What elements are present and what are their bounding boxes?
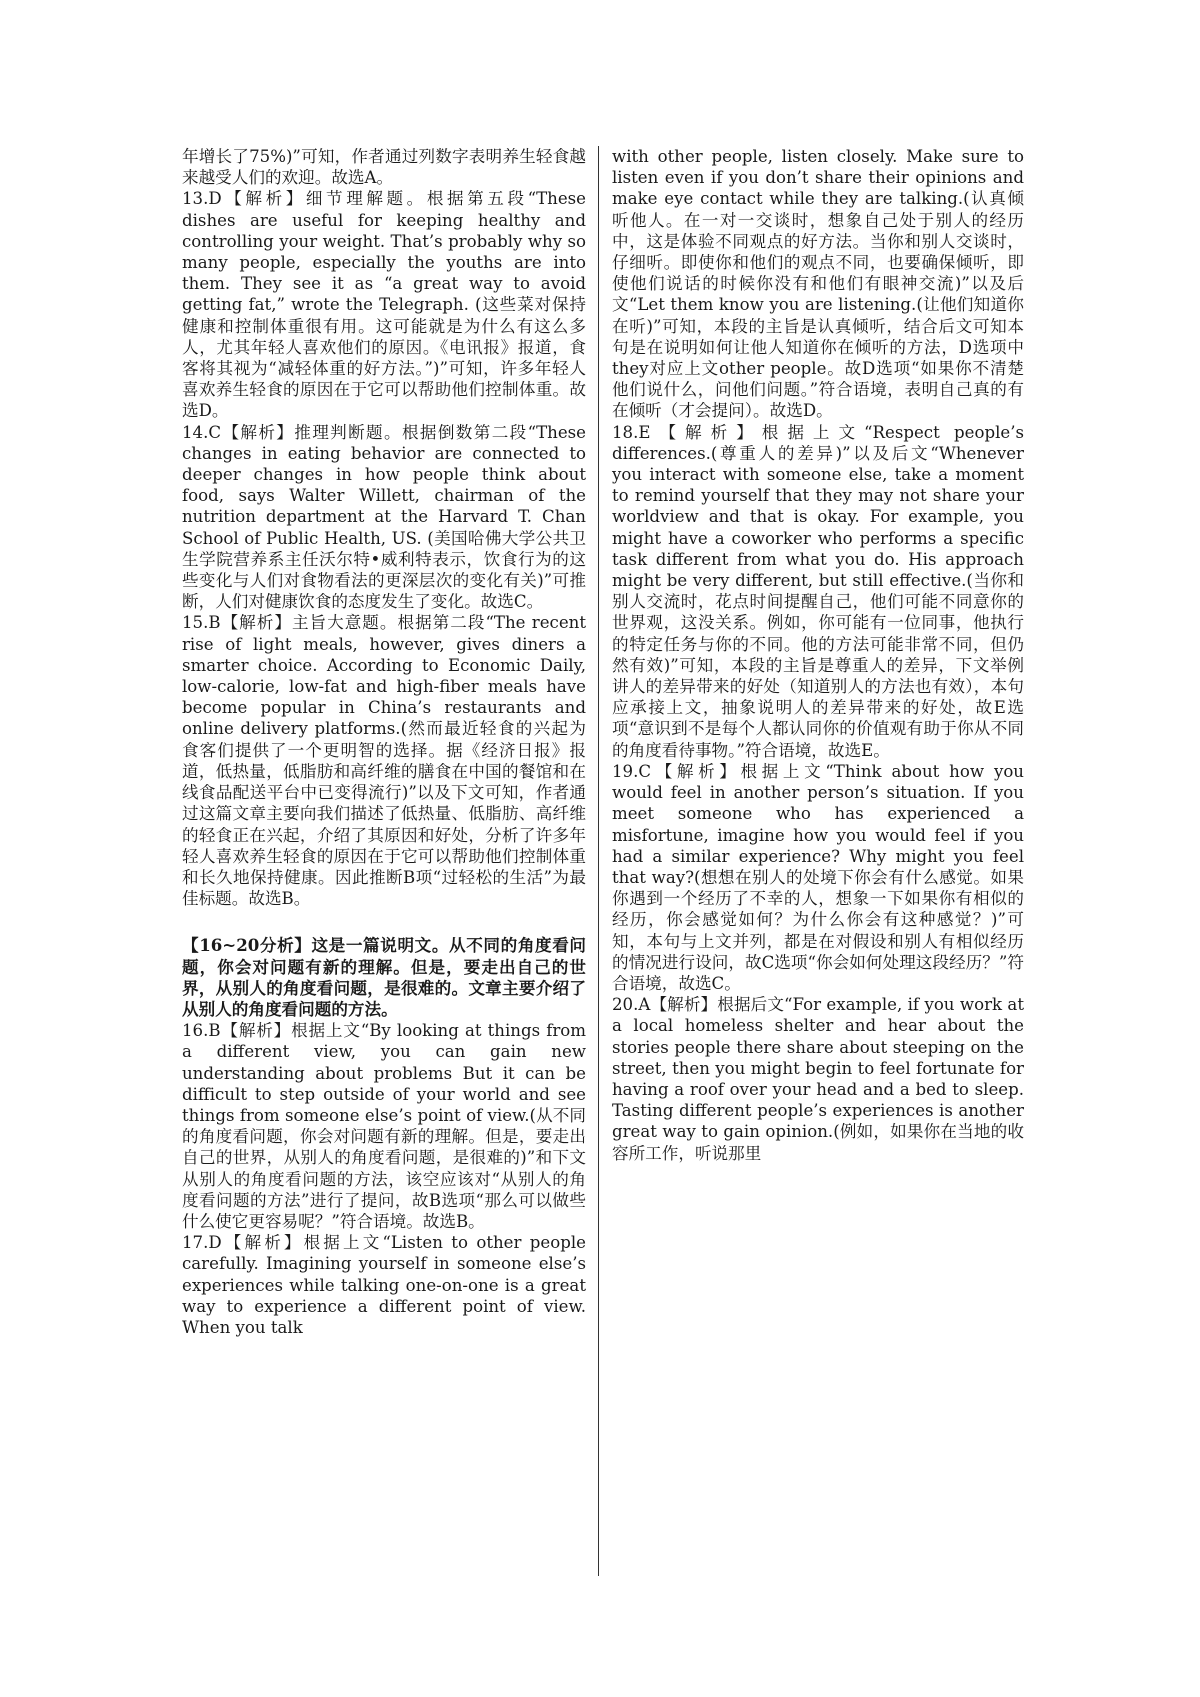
paragraph-intro-continuation: 年增长了75%)”可知，作者通过列数字表明养生轻食越来越受人们的欢迎。故选A。 xyxy=(182,147,586,188)
answer-17-continuation: with other people, listen closely. Make sure to listen even if you don’t share their opinions and make eye contact while they are talking.(认真倾听他人。在一对一交谈时，想象自己处于别人的经历中，这是体验不同观点的好方法。当你和别人交谈时，仔细听。即使你和他们的观点不同，也要确保倾听，即使他们说话的时候你没有和他们有眼神交流)”以及后文“Let them know you are listening.(让他们知道你在听)”可知，本段的主旨是认真倾听，结合后文可知本句是在说明如何让他人知道你在倾听的方法，D选项中they对应上文other people。故D选项“如果你不清楚他们说什么，问他们问题。”符合语境，表明自己真的有在倾听（才会提问）。故选D。 xyxy=(612,147,1024,421)
section-16-20-analysis: 【16~20分析】这是一篇说明文。从不同的角度看问题，你会对问题有新的理解。但是，要走出自己的世界，从别人的角度看问题，是很难的。文章主要介绍了从别人的角度看问题的方法。 xyxy=(182,935,586,1019)
answer-13-explanation: 13.D【解析】细节理解题。根据第五段“These dishes are useful for keeping healthy and controlling your weight. That’s probably why so many people, especially the youths are into them. They see it as “a great way to avoid getting fat,” wrote the Telegraph. (这些菜对保持健康和控制体重很有用。这可能就是为什么有这么多人，尤其年轻人喜欢他们的原因。《电讯报》报道，食客将其视为“减轻体重的好方法。”)”可知，许多年轻人喜欢养生轻食的原因在于它可以帮助他们控制体重。故选D。 xyxy=(182,189,586,421)
answer-16-explanation: 16.B【解析】根据上文“By looking at things from a different view, you can gain new understanding about problems But it can be difficult to step outside of your world and see things from someone else’s point of view.(从不同的角度看问题，你会对问题有新的理解。但是，要走出自己的世界，从别人的角度看问题，是很难的)”和下文从别人的角度看问题的方法，该空应该对“从别人的角度看问题的方法”进行了提问，故B选项“那么可以做些什么使它更容易呢？”符合语境。故选B。 xyxy=(182,1021,586,1231)
left-column xyxy=(182,146,586,1338)
answer-17-explanation: 17.D【解析】根据上文“Listen to other people carefully. Imagining yourself in someone else’s experiences while talking one-on-one is a great way to experience a different point of view. When you talk xyxy=(182,1233,586,1337)
answer-19-explanation: 19.C【解析】根据上文“Think about how you would feel in another person’s situation. If you meet someone who has experienced a misfortune, imagine how you would feel if you had a similar experience? Why might you feel that way?(想想在别人的处境下你会有什么感觉。如果你遇到一个经历了不幸的人，想象一下如果你有相似的经历，你会感觉如何？为什么你会有这种感觉？)”可知，本句与上文并列，都是在对假设和别人有相似经历的情况进行设问，故C选项“你会如何处理这段经历？”符合语境，故选C。 xyxy=(612,761,1024,993)
right-column xyxy=(612,146,1024,1164)
answer-14-explanation: 14.C【解析】推理判断题。根据倒数第二段“These changes in eating behavior are connected to deeper changes in how people think about food, says Walter Willett, chairman of the nutrition department at the Harvard T. Chan School of Public Health, US. (美国哈佛大学公共卫生学院营养系主任沃尔特•威利特表示，饮食行为的这些变化与人们对食物看法的更深层次的变化有关)”可推断，人们对健康饮食的态度发生了变化。故选C。 xyxy=(182,422,586,612)
answer-18-explanation: 18.E【解析】根据上文“Respect people’s differences.(尊重人的差异)”以及后文“Whenever you interact with someone else, take a moment to remind yourself that they may not share your worldview and that is okay. For example, you might have a coworker who performs a specific task different from what you do. His approach might be very different, but still effective.(当你和别人交流时，花点时间提醒自己，他们可能不同意你的世界观，这没关系。例如，你可能有一位同事，他执行的特定任务与你的不同。他的方法可能非常不同，但仍然有效)”可知，本段的主旨是尊重人的差异，下文举例讲人的差异带来的好处（知道别人的方法也有效），本句应承接上文，抽象说明人的差异带来的好处，故E选项“意识到不是每个人都认同你的价值观有助于你从不同的角度看待事物。”符合语境，故选E。 xyxy=(612,422,1024,760)
answer-15-explanation: 15.B【解析】主旨大意题。根据第二段“The recent rise of light meals, however, gives diners a smarter choice. According to Economic Daily, low-calorie, low-fat and high-fiber meals have become popular in China’s restaurants and online delivery platforms.(然而最近轻食的兴起为食客们提供了一个更明智的选择。据《经济日报》报道，低热量，低脂肪和高纤维的膳食在中国的餐馆和在线食品配送平台中已变得流行)”以及下文可知，作者通过这篇文章主要向我们描述了低热量、低脂肪、高纤维的轻食正在兴起，介绍了其原因和好处，分析了许多年轻人喜欢养生轻食的原因在于它可以帮助他们控制体重和长久地保持健康。因此推断B项“过轻松的生活”为最佳标题。故选B。 xyxy=(182,613,586,909)
column-divider xyxy=(598,146,599,1576)
answer-20-explanation: 20.A【解析】根据后文“For example, if you work at a local homeless shelter and hear about the stories people there share about steeping on the street, then you might begin to feel fortunate for having a roof over your head and a bed to sleep. Tasting different people’s experiences is another great way to gain opinion.(例如，如果你在当地的收容所工作，听说那里 xyxy=(612,995,1024,1163)
